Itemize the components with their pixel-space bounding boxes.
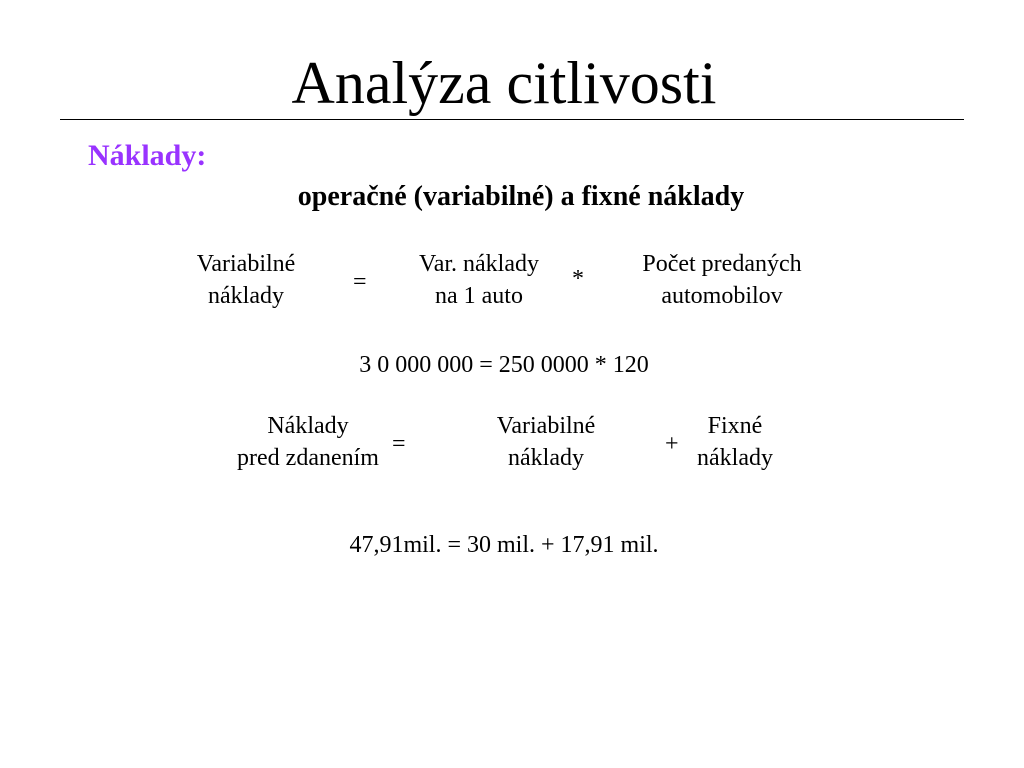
formula1-cars-sold bbox=[612, 248, 832, 312]
formula1-term3-line1: Počet predaných bbox=[642, 251, 802, 277]
formula2-term3-line2: náklady bbox=[697, 445, 773, 471]
formula2-term1-line1: Náklady bbox=[267, 413, 349, 439]
equation-total-costs: 47,91mil. = 30 mil. + 17,91 mil. bbox=[349, 532, 659, 558]
formula1-multiply-operator: * bbox=[572, 266, 584, 292]
equation-variable-costs: 3 0 000 000 = 250 0000 * 120 bbox=[359, 352, 649, 378]
formula2-pretax-costs bbox=[216, 410, 400, 474]
formula1-unit-costs bbox=[394, 248, 564, 312]
formula2-fixed-costs bbox=[680, 410, 790, 474]
formula1-term1-line1: Variabilné bbox=[196, 251, 296, 277]
formula2-variable-costs bbox=[466, 410, 626, 474]
formula2-term2-line2: náklady bbox=[508, 445, 584, 471]
formula2-term1-line2: pred zdanením bbox=[237, 445, 379, 471]
formula1-variable-costs bbox=[166, 248, 326, 312]
formula1-equals-operator: = bbox=[353, 269, 367, 295]
formula1-term2-line2: na 1 auto bbox=[435, 283, 523, 309]
formula2-plus-operator: + bbox=[665, 431, 679, 457]
formula1-term1-line2: náklady bbox=[208, 283, 284, 309]
slide-title: Analýza citlivosti bbox=[291, 50, 717, 116]
formula1-term2-line1: Var. náklady bbox=[419, 251, 539, 277]
formula2-term2-line1: Variabilné bbox=[496, 413, 596, 439]
section-heading: Náklady: bbox=[88, 139, 207, 172]
formula2-term3-line1: Fixné bbox=[707, 413, 763, 439]
title-divider bbox=[60, 119, 964, 120]
formula1-term3-line2: automobilov bbox=[661, 283, 783, 309]
formula2-equals-operator: = bbox=[392, 431, 406, 457]
slide-subtitle: operačné (variabilné) a fixné náklady bbox=[297, 181, 745, 212]
